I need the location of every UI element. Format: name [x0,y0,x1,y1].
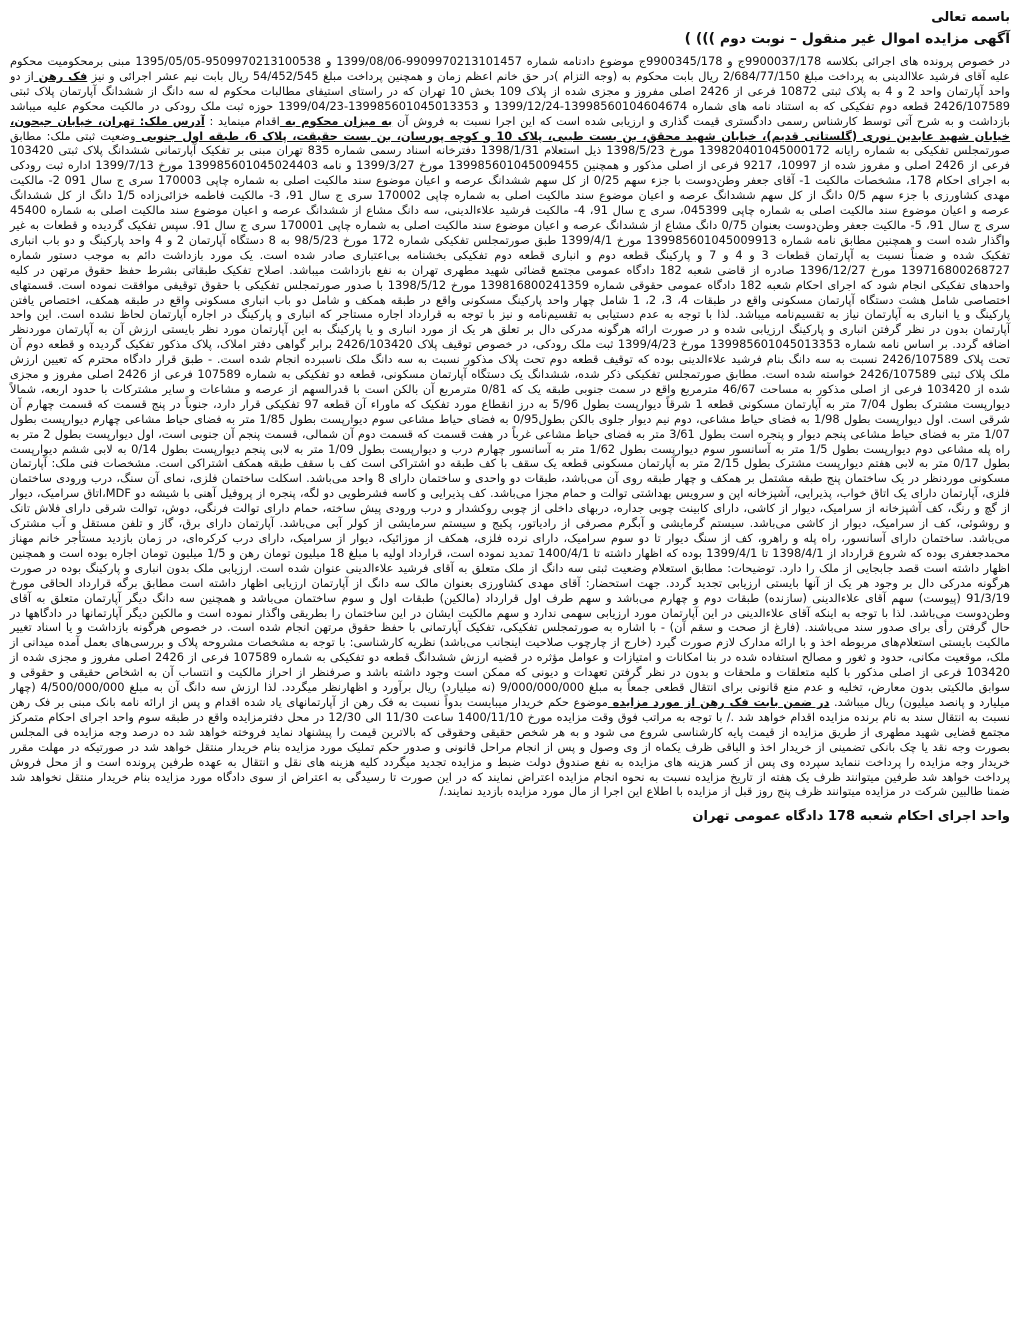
signature-line: واحد اجرای احکام شعبه 178 دادگاه عمومی تهران [692,809,1010,825]
body-fak-clause: در ضمن بابت فک رهن از مورد مزایده [607,694,830,709]
notice-body [10,54,1010,799]
body-intro: در خصوص پرونده های اجرائی بکلاسه 9900037/178ج و 9900345/178ج موضوع دادنامه شماره 9909970213101457-1399/08/06 و 9509970213100538-1395/05/05 مبنی برمحکومیت محکوم علیه آقای فرشید علاالدینی به پرداخت مبلغ 2/684/77/150 ریال بابت محکوم به (وجه التزام )در حق خانم اعظم زمان و همچنین پرداخت مبلغ 54/452/545 ریال بابت نیم عشر اجرائی و نیز [10,54,1010,83]
body-fak-rahn: فک رهن [33,68,88,83]
body-auction-terms: موضوع حکم خریدار میبایست بدواً نسبت به فک رهن از آپارتمانهای یاد شده اقدام و پس از ارائه نامه بانک مبنی بر فک رهن نسبت به انتقال سند به نام برنده مزایده اقدام خواهد شد ./ با توجه به مراتب فوق وقت مزایده مورخ 1400/11/10 ساعت 11/30 الی 12/30 در محل دفترمزایده واقع در طبقه سوم واحد اجرای احکام متمرکز مجتمع قضایی شهید مطهری از طریق مزایده از قیمت پایه کارشناسی شروع می شود و به هر شخص حقیقی وحقوقی که بالاترین قیمت را پیشنهاد نماید فروخته خواهد شد ده درصد وجه مزایده فی المجلس بصورت وجه نقد یا چک بانکی تضمینی از خریدار اخذ و الباقی ظرف یکماه از وی وصول و پس از انجام مراحل قانونی و صدور حکم تملیک مورد مزایده بنام خریدار منتقل خواهد شد در صورتیکه در مهلت مقرر خریدار وجه مزایده را پرداخت ننماید سپرده وی پس از کسر هزینه های مزایده به نفع صندوق دولت ضبط و مزایده تجدید میگردد کلیه هزینه های نقل و انتقال به عهده طرفین پرونده است و از محل فروش پرداخت خواهد شد طرفین میتوانند ظرف یک هفته از تاریخ مزایده نسبت به نحوه انجام مزایده اعتراض نمایند که در این صورت تا رسیدگی به اعتراض از سوی دادگاه مورد مزایده بنام خریدار منتقل نخواهد شد ضمنا طالبین شرکت در مزایده میتوانند ظرف پنج روز قبل از مزایده با اطلاع این اجرا از مال مورد مزایده بازدید نمایند./ [10,694,1010,799]
notice-title: آگهی مزایده اموال غیر منقول – نوبت دوم ))) ) [684,31,1010,47]
body-details: وضعیت ثبتی ملک: مطابق صورتمجلس تفکیکی به شماره رایانه 139820401045000172 مورخ 1398/5/23 ذیل استعلام 1398/1/31 دفترخانه اسناد رسمی شماره 835 تهران مبنی بر تفکیک آپارتمانی ششدانگ پلاک ثبتی 103420 فرعی از 2426 اصلی و مفروز شده از 10997، 9217 فرعی از اصلی مذکور و همچنین 139985601045009455 مورخ 1399/3/27 و نامه 139985601045024403 مورخ 1399/7/13 اداره ثبت رودکی به اجرای احکام 178، مشخصات مالکیت 1- آقای جعفر وطن‌دوست با جزء سهم 0/25 از کل سهم ششدانگ عرصه و اعیان موضوع سند مالکیت اصلی به شماره چاپی 170003 سری ج سال 091 2- مالکیت مهدی کشاورزی با جزء سهم 0/5 دانگ از کل سهم ششدانگ عرصه و اعیان موضوع سند مالکیت اصلی به شماره چاپی 170002 سری ج سال 91، 3- مالکیت فاطمه خزائی‌زاده 1/5 دانگ از کل ششدانگ عرصه و اعیان موضوع سند مالکیت اصلی به شماره چاپی 045399، سری ج سال 91، 4- مالکیت فرشید علاءالدینی، سه دانگ مشاع از ششدانگ عرصه و اعیان موضوع سند مالکیت اصلی به شماره 45400 سری ج سال 91، 5- مالکیت جعفر وطن‌دوست بعنوان 0/75 دانگ مشاع از ششدانگ عرصه و اعیان موضوع سند مالکیت اصلی به شماره چاپی 170001 سری ج سال 91. سپس تفکیک گردیده و قطعات به غیر واگذار شده است و همچنین مطابق نامه شماره 139985601045009913 مورخ 1399/4/1 طبق صورتمجلس تفکیکی شماره 172 مورخ 98/5/23 به 8 دستگاه آپارتمان 2 و 4 واحد پارکینگ و دو باب انباری تفکیک شده و ضمناً نسبت به آپارتمان قطعات 3 و 4 و 7 و پارکینگ قطعه دوم و انباری قطعه دوم تفکیکی بخشنامه بی‌اعتباری صادر شده است. یک مورد بازداشت دائم به موجب دستور شماره 139716800268727 مورخ 1396/12/27 صادره از قاضی شعبه 182 دادگاه عمومی مجتمع قضائی شهید مطهری تهران به نفع بازداشت میباشد. اصلاح تفکیک طبقاتی بشرط حفظ حقوق مرتهن در کلیه واحدهای تفکیکی انجام شود که اجرای احکام شعبه 182 دادگاه عمومی حقوقی شماره 139816800241359 مورخ 1398/5/12 با صدور صورتمجلس تفکیکی با حقوق توقیفی موافقت نموده است. قسمتهای اختصاصی شامل هشت دستگاه آپارتمان مسکونی واقع در طبقات 4، 3، 2، 1 شامل چهار واحد پارکینگ مسکونی واقع در طبقه همکف و شامل دو باب انباری مسکونی واقع در طبقه همکف، اختصاص یافتن پارکینگ و یا انباری به آپارتمان نیاز به تقسیم‌نامه میباشد. لذا با توجه به عدم دستیابی به تقسیم‌نامه و نیز با توجه به قرارداد اجاره مستاجر که انباری و پارکینگ در اجاره آپارتمان لحاظ نشده است. این واحد آپارتمان بدون در نظر گرفتن انباری و پارکینگ ارزیابی شده و در صورت ارائه هرگونه مدرکی دال بر تعلق هر یک از مورد انباری و یا پارکینگ به این آپارتمان مورد نظر بایستی ارزش آن به آپارتمان موردنظر اضافه گردد. بر اساس نامه شماره 139985601045013353 مورخ 1399/4/23 ثبت ملک رودکی، در خصوص توقیف پلاک 2426/103420 برابر گواهی دفتر املاک، پلاک مذکور تفکیک گردیده و قطعه دوم آن تحت پلاک 2426/107589 نسبت به سه دانگ بنام فرشید علاءالدینی بوده که توقیف قطعه دوم تحت پلاک مذکور نسبت به سه دانگ ملک ناسبرده انجام شده است. - طبق قرار دادگاه محترم که تعیین ارزش ملک پلاک ثبتی 2426/107589 خواسته شده است. مطابق صورتمجلس تفکیکی ذکر شده، ششدانگ یک دستگاه آپارتمان مسکونی، قطعه دو تفکیکی به شماره 107589 فرعی از 2426 اصلی مفروز و مجزی شده از 103420 فرعی از اصلی مذکور به مساحت 46/67 مترمربع واقع در سمت جنوبی طبقه یک که 0/81 مترمربع آن بالکن است با قدرالسهم از عرصه و مشاعات و سایر مشترکات با حدود اربعه، شمالاً دیوارپست مشترک بطول 7/04 متر به آپارتمان مسکونی قطعه 1 شرقاً دیوارپست بطول 5/96 به درز انقطاع مورد تفکیک که ماوراء آن قطعه 97 تفکیکی قرار دارد، جنوباً در پنج قسمت که قسمت چهارم آن شرقی است. اول دیوارپست بطول 1/98 به فضای حیاط مشاعی، دوم نیم دیوار جلوی بالکن بطول0/95 به فضای حیاط مشاعی سوم دیوارپست بطول 1/85 متر به فضای حیاط مشاعی چهارم دیوارپست بطول 1/07 متر به فضای حیاط مشاعی پنجم دیوار و پنجره است بطول 3/61 متر به فضای حیاط مشاعی غرباً در هفت قسمت که قسمت دوم آن شمالی، قسمت پنجم آن جنوبی است، اول دیوارپست بطول 2 متر به راه پله مشاعی دوم دیوارپست بطول 1/5 متر به آسانسور سوم دیوارپست بطول 1/62 متر به آسانسور چهارم درب و دیوارپست بطول 1/09 متر به لابی پنجم دیوارپست بطول 0/14 به لابی ششم دیوارپست بطول 0/17 متر به لابی هفتم دیوارپست مشترک بطول 2/15 متر به آپارتمان مسکونی قطعه یک سقف با کف طبقه دو اشتراکی است کف با سقف طبقه همکف اشتراکی است. مشخصات فنی ملک: آپارتمان مسکونی موردنظر در یک ساختمان پنج طبقه مشتمل بر همکف و چهار طبقه روی آن می‌باشد، طبقات دو واحدی و ساختمان دارای 8 واحد می‌باشد. اسکلت ساختمان فلزی، نمای آن سنگ، درب ورودی ساختمان فلزی، آپارتمان دارای یک اتاق خواب، پذیرایی، آشپزخانه اپن و سرویس بهداشتی توالت و حمام مجزا می‌باشد. کف پذیرایی و کاسه فشرطویی دو لگه، پنجره از پروفیل آهنی با شیشه دو MDF،اتاق سرامیک، دیوار از گچ و رنگ، کف آشپزخانه از سرامیک، دیوار از کاشی، دارای کابینت چوبی جداره، دربهای داخلی از چوبی روکشدار و درب ورودی پیش ساخته، حمام دارای توالت فرنگی، دوش، توالت شرقی دارای فلاش تانک و روشوئی، کف از سرامیک، دیوار از کاشی می‌باشد. سیستم گرمایشی و آبگرم مصرفی از رادیاتور، پکیج و سیستم سرمایشی از کولر آبی می‌باشد. آپارتمان دارای برق، گاز و تلفن مستقل و آب مشترک می‌باشد. ساختمان دارای آسانسور، راه پله و راهرو، کف از سنگ دیوار تا دو سوم سرامیک، دارای نرده فلزی، همکف از موزائیک، دیوار از سرامیک، دارای درب کرکره‌ای، در زمان بازدید مستأجر خانم مهناز محمدجعفری بوده که شروع قرارداد از 1398/4/1 تا 1399/4/1 بوده که اظهار داشته تا 1400/4/1 تمدید نموده است، قرارداد اولیه با مبلغ 18 میلیون تومان رهن و 1/5 میلیون تومان اجاره بوده است و همچنین اظهار داشته است قصد جابجایی از ملک را دارد. توضیحات: مطابق استعلام وضعیت ثبتی سه دانگ از ملک متعلق به آقای فرشید علاءالدینی عنوان شده است. ارزیابی ملک بدون انباری و پارکینگ بوده در صورت هرگونه مدرکی دال بر وجود هر یک از آنها بایستی ارزیابی تجدید گردد. جهت استحضار: آقای مهدی کشاورزی بعنوان مالک سه دانگ از آپارتمان ارزیابی اظهار داشته است مطابق برگه قرارداد الحاقی مورخ 91/3/19 (پیوست) سهم آقای علاءالدینی (سازنده) طبقات دوم و چهارم می‌باشد و سهم طرف اول قرارداد (مالکین) طبقات اول و سوم ساختمان می‌باشد و همچنین سه دانگ دیگر آپارتمان متعلق به آقای وطن‌دوست می‌باشد. لذا با توجه به اینکه آقای علاءالدینی در این آپارتمان مورد ارزیابی سهمی ندارد و سهم مالکیت ایشان در این ساختمان را بطریقی واگذار نموده است و مالکین دیگر آپارتمانها در دادگاهها در حال گرفتن رأی برای صدور سند می‌باشند. (فارغ از صحت و سقم آن) - با اشاره به صورتمجلس تفکیکی، تفکیک آپارتمانی با حفظ حقوق مرتهن انجام شده است. در خصوص هرگونه بازداشت و یا اسناد تغییر مالکیت بایستی استعلام‌های مربوطه اخذ و با ارائه مدارک لازم صورت گیرد (خارج از چارچوب صلاحیت اینجانب می‌باشد) نظریه کارشناسی: با توجه به مشخصات مشروحه پلاک و بررسی‌های بعمل آمده میدانی از ملک، موقعیت مکانی، حدود و ثغور و مصالح استفاده شده در بنا امکانات و امتیازات و عوامل مؤثره در قضیه ارزش ششدانگ قطعه دو تفکیکی به شماره 107589 فرعی از 2426 اصلی مفروز و مجزی شده از 103420 فرعی از اصلی مذکور با کلیه متعلقات و ملحقات و بدون در نظر گرفتن تعهدات و دیونی که ممکن است وجود داشته باشد و صرفنظر از احراز مالکیت و انتساب آن به اشخاص حقیقی و حقوقی و سوابق مالکیتی بدون معارض، تخلیه و عدم منع قانونی برای انتقال قطعی جمعاً به مبلغ 9/000/000/000 (نه میلیارد) ریال برآورد و اظهارنظر میگردد. لذا ارزش سه دانگ آن به مبلغ 4/500/000/000 (چهار میلیارد و پانصد میلیون) ریال میباشد. [10,128,1011,709]
basmala-heading: باسمه تعالی [931,10,1010,25]
body-address: آدرس ملک: تهران، خیابان جیحون، خیابان شهید عابدین نوری (گلستانی قدیم)، خیابان شهید محقق، بن بست طیبی، پلاک 10 و کوچه پورسان، بن بست حقیقت، پلاک 6، طبقه اول جنوبی [10,113,1011,143]
body-part2: از دو واحد آپارتمان واحد 2 و 4 به پلاک ثبتی 10872 فرعی از 2426 اصلی مفروز و مجزی شده از پلاک 109 بخش 10 تهران که در راستای استیفای مطالبات محکوم له سه دانگ از ششدانگ آپارتمان پلاک ثبتی 2426/107589 قطعه دوم تفکیکی که به استناد نامه های شماره 13998560104604674-1399/12/24 و 139985601045013353-1399/04/23 حوزه ثبت ملک رودکی در مالکیت محکوم علیه میباشد بازداشت و به شرح آتی توسط کارشناس رسمی دادگستری قیمت گذاری و ارزیابی شده است که این اجرا نسبت به فروش آن [10,68,1011,128]
body-mizan: به میزان محکوم به [279,113,393,128]
body-part3: اقدام مینماید : [204,113,280,128]
